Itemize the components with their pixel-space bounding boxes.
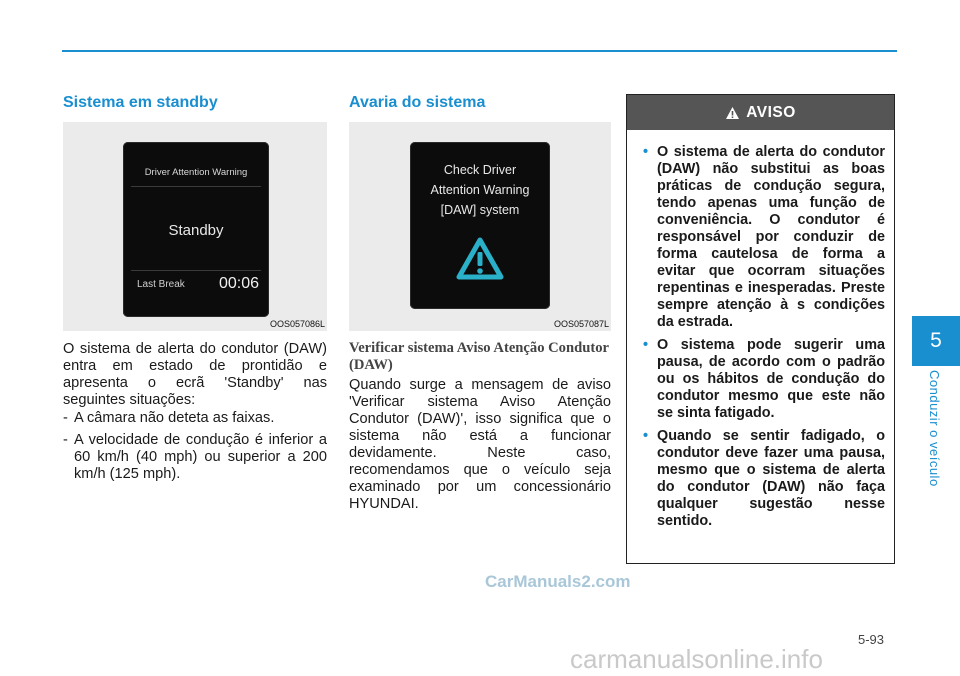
warning-item: • O sistema de alerta do condutor (DAW) não substitui as boas práticas de condução segura, tendo apenas uma função de conveniência. O condutor é responsável por conduzir de forma cautelosa de forma a evitar que ocorram situações repentinas e inesperadas. Preste sempre atenção à s condições da estrada. bbox=[643, 144, 885, 330]
watermark-center: CarManuals2.com bbox=[485, 572, 631, 591]
warning-icon bbox=[725, 106, 740, 120]
watermark-bottom: carmanualsonline.info bbox=[570, 644, 823, 674]
item-dash: - bbox=[63, 432, 68, 448]
warning-list bbox=[627, 130, 894, 530]
standby-item bbox=[63, 410, 327, 427]
check-daw-subheading: Verificar sistema Aviso Atenção Condutor (DAW) bbox=[349, 340, 609, 373]
screen-divider bbox=[131, 186, 261, 187]
cluster-screen bbox=[410, 142, 550, 309]
screen-last-break: Last Break bbox=[137, 279, 185, 290]
warning-item: • O sistema pode sugerir uma pausa, de acordo com o padrão ou os hábitos de condução do condutor mesmo que este não se sinta fatigado. bbox=[643, 337, 885, 421]
bullet-icon: • bbox=[643, 144, 649, 160]
warning-triangle-icon bbox=[455, 236, 505, 282]
screen-divider bbox=[131, 270, 261, 271]
malfunction-display-photo bbox=[349, 122, 611, 331]
malfunction-paragraph: Quando surge a mensagem de aviso 'Verificar sistema Aviso Atenção Condutor (DAW)', isso significa que o sistema não está a funcionar devidamente. Neste caso, recomendamos que o veículo seja examinado por um concessionário HYUNDAI. bbox=[349, 377, 611, 512]
screen-message bbox=[410, 160, 550, 220]
screen-title: Driver Attention Warning bbox=[144, 167, 248, 178]
item-text: A câmara não deteta as faixas. bbox=[74, 410, 275, 426]
standby-heading: Sistema em standby bbox=[63, 94, 218, 111]
warning-item: • Quando se sentir fadigado, o condutor deve fazer uma pausa, mesmo que o sistema de alerta do condutor (DAW) não faça qualquer sugestão nesse sentido. bbox=[643, 428, 885, 529]
page-number: 5-93 bbox=[858, 632, 885, 647]
warning-header bbox=[627, 95, 894, 130]
warning-box bbox=[626, 94, 895, 564]
malfunction-heading: Avaria do sistema bbox=[349, 94, 486, 111]
screen-time: 00:06 bbox=[218, 275, 259, 292]
item-dash: - bbox=[63, 410, 68, 426]
cluster-screen bbox=[123, 142, 269, 317]
top-rule bbox=[62, 50, 897, 52]
screen-standby: Standby bbox=[168, 222, 224, 239]
standby-paragraph: O sistema de alerta do condutor (DAW) entra em estado de prontidão e apresenta o ecrã 'Standby' nas seguintes situações: bbox=[63, 341, 327, 408]
screen-line: Attention Warning bbox=[430, 183, 530, 197]
bullet-icon: • bbox=[643, 428, 649, 444]
item-text: A velocidade de condução é inferior a 60 km/h (40 mph) ou superior a 200 km/h (125 mph). bbox=[74, 432, 327, 482]
standby-display-photo bbox=[63, 122, 327, 331]
screen-line: [DAW] system bbox=[440, 203, 520, 217]
image-code: OOS057087L bbox=[553, 319, 609, 329]
screen-line: Check Driver bbox=[443, 163, 517, 177]
chapter-tab: 5 bbox=[912, 316, 960, 366]
warning-title: AVISO bbox=[746, 103, 796, 121]
chapter-label: Conduzir o veículo bbox=[927, 370, 942, 487]
bullet-icon: • bbox=[643, 337, 649, 353]
standby-item bbox=[63, 432, 327, 483]
image-code: OOS057086L bbox=[269, 319, 325, 329]
